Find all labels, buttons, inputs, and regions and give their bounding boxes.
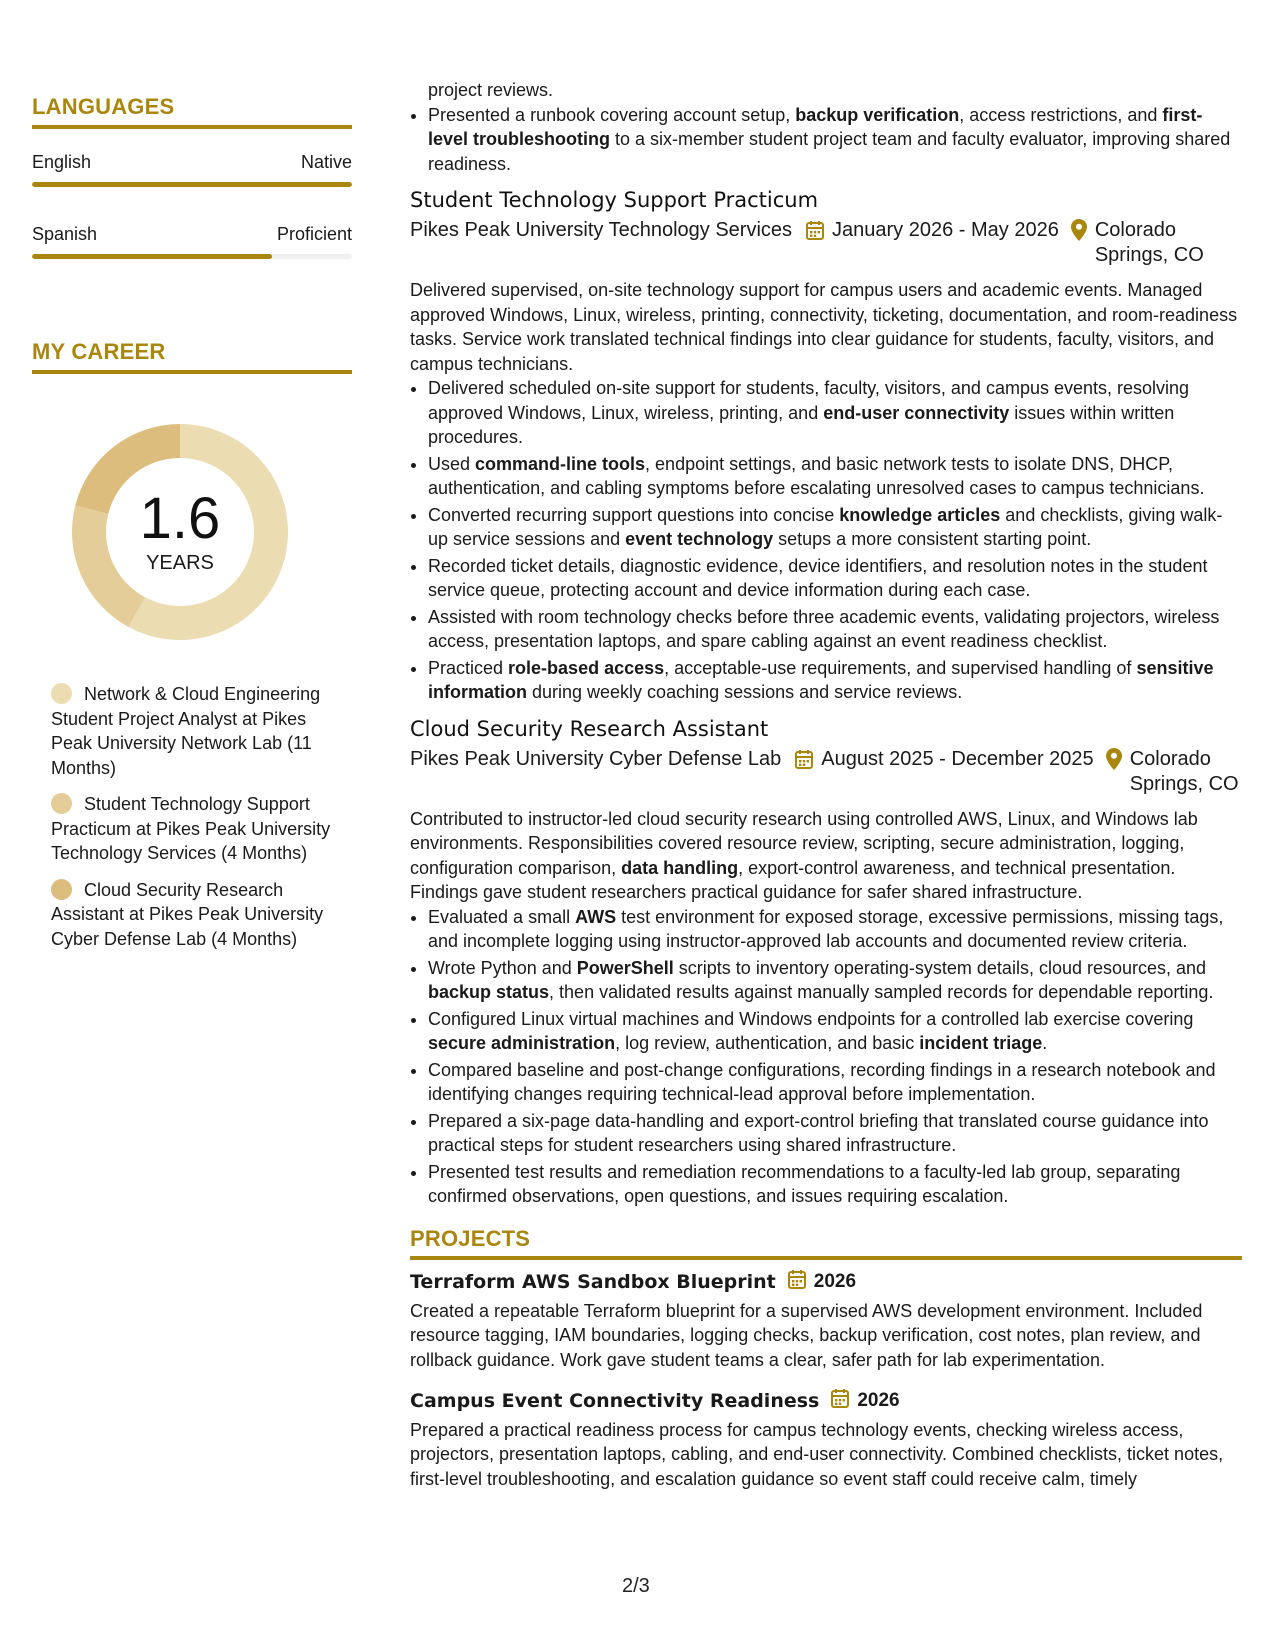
job-summary: Contributed to instructor-led cloud security research using controlled AWS, Linux, and Windows lab environments. Responsibilities covered resource review, scripting, secure administration, logging, configuration comparison, data handling, export-control awareness, and technical presentation. Findings gave student researchers practical guidance for safer shared infrastructure. bbox=[410, 808, 1198, 902]
project-item bbox=[410, 1388, 1242, 1491]
bullet-item: • Wrote Python and PowerShell scripts to inventory operating-system details, cloud resources, and backup status, then validated results against manually sampled records for dependable reporting. bbox=[428, 956, 1242, 1005]
career-legend-item bbox=[51, 792, 341, 866]
job-title: Cloud Security Research Assistant bbox=[410, 716, 769, 741]
language-level-fill bbox=[32, 254, 272, 259]
job-dates: January 2026 - May 2026 bbox=[832, 219, 1059, 241]
job-meta bbox=[410, 747, 1242, 797]
job-summary: Delivered supervised, on-site technology support for campus users and academic events. Managed approved Windows, Linux, wireless, printing, connectivity, ticketing, documentation, and room-readiness tasks. Service work translated technical findings into clear guidance for students, faculty, visitors, and campus technicians. bbox=[410, 280, 1238, 374]
job-location: Colorado Springs, CO bbox=[1129, 747, 1239, 795]
language-name: English bbox=[32, 152, 92, 172]
career-total-unit: YEARS bbox=[146, 552, 214, 574]
continued-bullet-text: project reviews. bbox=[428, 80, 554, 100]
career-section bbox=[32, 339, 352, 951]
project-year: 2026 bbox=[857, 1390, 900, 1411]
bullet-item: • Compared baseline and post-change configurations, recording findings in a research notebook and identifying changes requiring technical-lead approval before implementation. bbox=[428, 1058, 1242, 1107]
project-description: Created a repeatable Terraform blueprint for a supervised AWS development environment. Included resource tagging, IAM boundaries, logging checks, backup verification, cost notes, plan review, and rollback guidance. Work gave student teams a clear, safer path for lab experimentation. bbox=[410, 1300, 1203, 1370]
legend-dot-icon bbox=[51, 879, 72, 900]
bullet-item: • Prepared a six-page data-handling and export-control briefing that translated course guidance into practical steps for student researchers using shared infrastructure. bbox=[428, 1109, 1242, 1158]
language-level-fill bbox=[32, 182, 352, 187]
location-pin-icon bbox=[1106, 748, 1122, 777]
bullet-item: • Presented test results and remediation recommendations to a faculty-led lab group, separating confirmed observations, open questions, and issues requiring escalation. bbox=[428, 1160, 1242, 1209]
sidebar bbox=[32, 94, 352, 963]
job-title: Student Technology Support Practicum bbox=[410, 188, 819, 212]
career-legend bbox=[51, 682, 341, 951]
language-level-bar bbox=[32, 182, 352, 187]
bullet-item: • Evaluated a small AWS test environment for exposed storage, excessive permissions, missing tags, and incomplete logging using instructor-approved lab accounts and documented review criteria. bbox=[428, 905, 1242, 954]
experience-item-cloud-security bbox=[410, 715, 1242, 1209]
page-number: 2/3 bbox=[622, 1575, 650, 1597]
bullet-item: • Assisted with room technology checks before three academic events, validating projectors, wireless access, presentation laptops, and spare cabling against an event readiness checklist. bbox=[428, 605, 1242, 654]
legend-dot-icon bbox=[51, 793, 72, 814]
language-level: Native bbox=[300, 152, 352, 172]
career-legend-item bbox=[51, 682, 341, 780]
main-column bbox=[410, 78, 1242, 1491]
projects-section bbox=[410, 1227, 1242, 1492]
language-item-spanish bbox=[32, 223, 352, 259]
career-legend-item bbox=[51, 878, 341, 952]
bullet-item: • Presented a runbook covering account setup, backup verification, access restrictions, and first-level troubleshooting to a six-member student project team and faculty evaluator, improving shared readiness. bbox=[428, 103, 1242, 177]
projects-heading: PROJECTS bbox=[410, 1227, 1242, 1261]
bullet-item: • Configured Linux virtual machines and Windows endpoints for a controlled lab exercise covering secure administration, log review, authentication, and basic incident triage. bbox=[428, 1007, 1242, 1056]
calendar-icon bbox=[795, 749, 813, 776]
location-pin-icon bbox=[1071, 219, 1087, 248]
career-legend-text: Student Technology Support Practicum at Pikes Peak University Technology Services (4 Months) bbox=[51, 794, 331, 863]
legend-dot-icon bbox=[51, 683, 72, 704]
job-organization: Pikes Peak University Technology Services bbox=[410, 219, 793, 241]
career-legend-text: Network & Cloud Engineering Student Project Analyst at Pikes Peak University Network Lab (11 Months) bbox=[51, 684, 321, 778]
continued-bullet-list bbox=[410, 103, 1242, 177]
project-year: 2026 bbox=[813, 1271, 857, 1292]
language-level: Proficient bbox=[276, 224, 352, 244]
career-total-years: 1.6 bbox=[139, 486, 221, 551]
bullet-item: • Converted recurring support questions into concise knowledge articles and checklists, giving walk-up service sessions and event technology setups a more consistent starting point. bbox=[428, 503, 1242, 552]
language-level-bar bbox=[32, 254, 352, 259]
job-meta bbox=[410, 218, 1242, 268]
language-name: Spanish bbox=[32, 224, 98, 244]
languages-heading: LANGUAGES bbox=[32, 94, 352, 129]
bullet-item: • Used command-line tools, endpoint settings, and basic network tests to isolate DNS, DHCP, authentication, and cabling symptoms before escalating unresolved cases to campus technicians. bbox=[428, 452, 1242, 501]
calendar-icon bbox=[806, 220, 824, 247]
project-description: Prepared a practical readiness process for campus technology events, checking wireless access, projectors, presentation laptops, cabling, and end-user connectivity. Combined checklists, ticket notes, first-level troubleshooting, and escalation guidance so event staff could receive calm, timely bbox=[410, 1419, 1224, 1489]
job-bullets bbox=[410, 905, 1242, 1209]
job-location: Colorado Springs, CO bbox=[1094, 219, 1204, 266]
career-heading: MY CAREER bbox=[32, 339, 352, 374]
bullet-item: • Recorded ticket details, diagnostic evidence, device identifiers, and resolution notes in the student service queue, protecting account and device information during each case. bbox=[428, 554, 1242, 603]
job-organization: Pikes Peak University Cyber Defense Lab bbox=[410, 747, 782, 770]
career-donut bbox=[66, 418, 294, 646]
calendar-icon bbox=[831, 1388, 849, 1415]
bullet-item: • Delivered scheduled on-site support for students, faculty, visitors, and campus events, resolving approved Windows, Linux, wireless, printing, and end-user connectivity issues within written procedures. bbox=[428, 376, 1242, 450]
bullet-item: • Practiced role-based access, acceptable-use requirements, and supervised handling of sensitive information during weekly coaching sessions and service reviews. bbox=[428, 656, 1242, 705]
project-title: Terraform AWS Sandbox Blueprint bbox=[410, 1271, 776, 1294]
language-item-english bbox=[32, 151, 352, 187]
calendar-icon bbox=[788, 1269, 806, 1296]
job-bullets bbox=[410, 376, 1242, 705]
project-item bbox=[410, 1269, 1242, 1372]
job-dates: August 2025 - December 2025 bbox=[821, 747, 1094, 770]
career-legend-text: Cloud Security Research Assistant at Pikes Peak University Cyber Defense Lab (4 Months) bbox=[51, 879, 324, 949]
experience-item-support-practicum bbox=[410, 186, 1242, 705]
project-title: Campus Event Connectivity Readiness bbox=[410, 1390, 820, 1413]
